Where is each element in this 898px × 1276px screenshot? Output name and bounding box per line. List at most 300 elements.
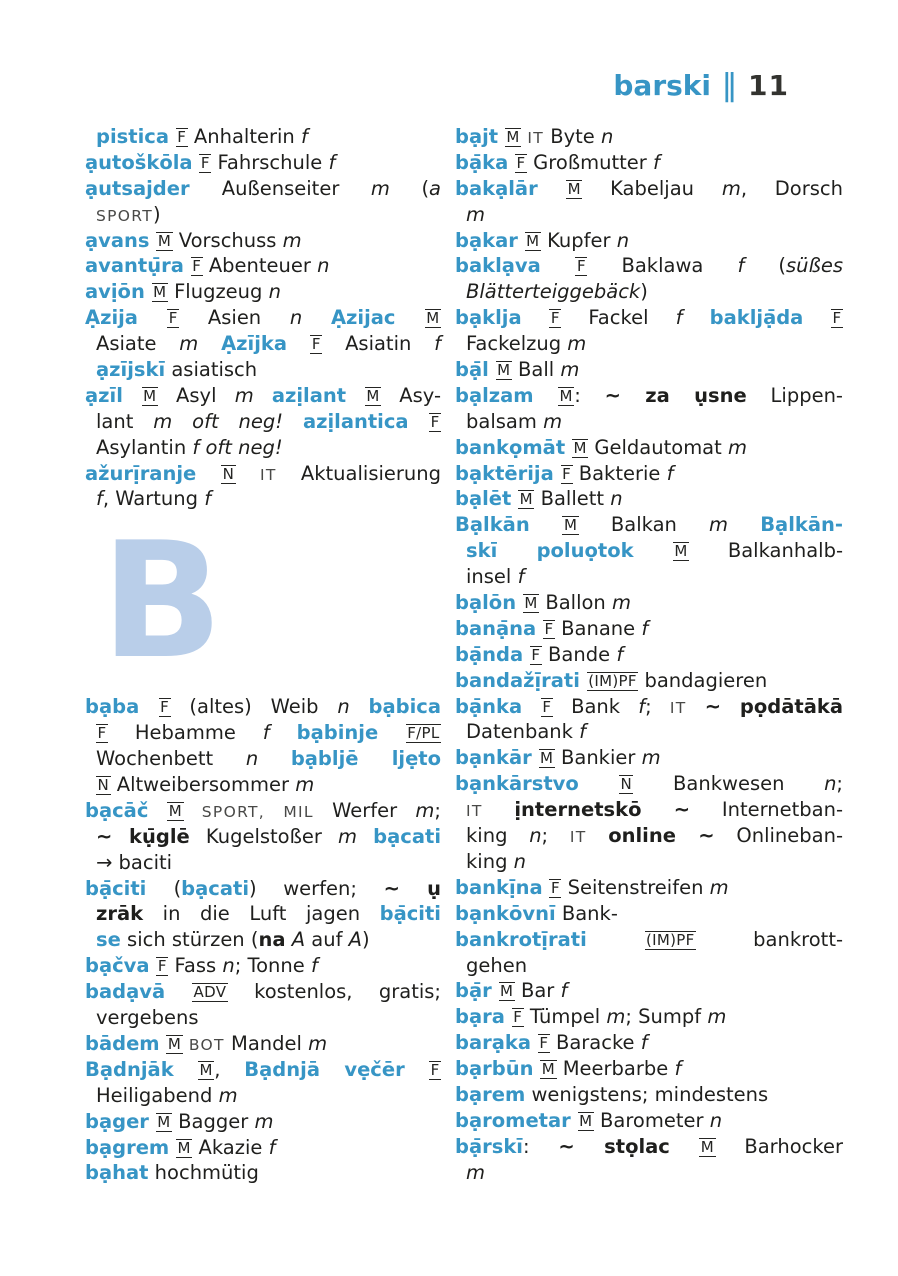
subject-label: SPORT (96, 206, 153, 225)
entry-line (455, 953, 843, 979)
italic-text: f (737, 254, 745, 278)
entry-line (85, 305, 441, 331)
headword: bạ̄ka (455, 150, 516, 174)
text (682, 306, 709, 329)
text: ( (744, 254, 787, 278)
text: , Wartung (102, 487, 205, 511)
italic-text: m (218, 1083, 238, 1107)
entry-line (85, 850, 441, 876)
headword: bankị̄na (455, 875, 550, 899)
text: Asylantin (96, 435, 193, 459)
text: balsam (466, 409, 544, 433)
grammar-marker: M (143, 386, 157, 405)
italic-text: n (709, 1108, 723, 1132)
headword: avantụ̄ra (85, 254, 191, 278)
italic-text: A (291, 928, 306, 952)
italic-text: m (466, 1160, 485, 1184)
headword: bạba (85, 695, 159, 719)
entry-line (85, 798, 441, 824)
entry-line (455, 1160, 843, 1186)
headword: Bạlkān (455, 513, 563, 537)
text: Asien (179, 306, 290, 330)
bold-text: ~ kụ̄glē (96, 824, 190, 848)
grammar-marker: M (524, 594, 538, 613)
text: ; (434, 798, 441, 822)
headword: Bạdnjā vẹčēr (244, 1057, 430, 1081)
text (483, 798, 515, 821)
grammar-marker: M (559, 386, 573, 405)
headword: bạ̄citi (379, 902, 441, 926)
italic-text: m (709, 513, 729, 537)
text: Lippen- (746, 383, 843, 407)
grammar-marker: M (526, 231, 540, 250)
text: Fass (168, 954, 223, 978)
entry-line (455, 409, 843, 435)
grammar-marker: M (157, 231, 172, 250)
italic-text: m (721, 176, 741, 200)
right-column (455, 124, 843, 1186)
headword: baklạva (455, 254, 576, 278)
page-number: 11 (748, 69, 789, 102)
entry-line (455, 1134, 843, 1160)
text: Akazie (192, 1135, 269, 1159)
entry-line (455, 331, 843, 357)
grammar-marker: M (674, 542, 688, 561)
entry-line (85, 876, 441, 902)
subject-label: BOT (188, 1035, 225, 1054)
grammar-marker: F (531, 645, 541, 664)
text: Werfer (313, 798, 416, 822)
entry-line (85, 176, 441, 202)
text (283, 410, 303, 433)
text: Asyl (157, 383, 235, 407)
grammar-marker: N (620, 775, 632, 794)
headword: bạ̄nka (455, 694, 541, 718)
entry-line (85, 202, 441, 228)
headword: ạzījskī (96, 358, 166, 382)
text: , Dorsch (740, 176, 843, 200)
text: ; (645, 694, 670, 718)
grammar-marker: F (192, 257, 202, 276)
grammar-marker: F (311, 335, 321, 354)
entry-line (85, 150, 441, 176)
italic-text: f (204, 487, 212, 511)
text: bankrott- (696, 927, 844, 951)
headword: bankọmāt (455, 435, 572, 459)
italic-text: m (415, 798, 435, 822)
subject-label: IT (669, 698, 687, 717)
subject-label: IT (466, 802, 483, 821)
text: Bankwesen (633, 772, 825, 796)
headword: azịlant (271, 383, 365, 407)
text: ; Tonne (234, 954, 311, 978)
italic-text: süßes (786, 254, 843, 278)
text: kostenlos, gratis; (227, 980, 441, 1004)
text (728, 513, 760, 536)
text: Bank (552, 694, 639, 718)
headword: bạcati (181, 876, 250, 900)
text: (altes) Weib (170, 695, 338, 719)
entry-line (455, 978, 843, 1004)
italic-text: m (611, 591, 631, 615)
entry-line (455, 150, 843, 176)
text: Wochenbett (96, 747, 246, 771)
italic-text: f (262, 721, 270, 745)
bold-text: na (258, 928, 286, 952)
headword: banạ̄na (455, 616, 543, 640)
grammar-marker: M (506, 128, 520, 146)
text: Balkanhalb- (689, 539, 844, 563)
grammar-marker: F (200, 153, 210, 172)
italic-text: f (652, 150, 660, 174)
italic-text: n (222, 954, 235, 978)
entry-line (85, 383, 441, 409)
grammar-marker: M (541, 1060, 555, 1079)
entry-line (455, 694, 843, 720)
headword: bạ̄rskī (455, 1134, 523, 1158)
text: ; Sumpf (625, 1005, 708, 1029)
text: Mandel (224, 1031, 309, 1055)
italic-text: f (517, 565, 525, 589)
italic-text: m (641, 746, 661, 770)
text: wenigstens; mindestens (525, 1082, 769, 1106)
grammar-marker: M (366, 386, 380, 405)
headword: se (96, 928, 121, 952)
text: Fackelzug (466, 332, 568, 356)
grammar-marker: (IM)PF (588, 671, 637, 690)
grammar-marker: F (430, 412, 440, 431)
entry-line (85, 979, 441, 1005)
entry-line (85, 435, 441, 461)
headword: bạrem (455, 1082, 526, 1106)
text: Asy- (381, 383, 442, 407)
headword: ạutoškōla (85, 150, 200, 174)
headword: bạger (85, 1109, 156, 1133)
entry-line (455, 875, 843, 901)
entry-line (455, 383, 843, 409)
headword: skī poluọtok (466, 539, 673, 563)
headword: bạbica (368, 695, 441, 719)
italic-text: m oft neg! (153, 409, 284, 433)
entry-line (85, 746, 441, 772)
text: ( (173, 876, 182, 900)
text: lant (96, 409, 154, 433)
subject-label: IT (259, 465, 277, 484)
headword: bādem (85, 1031, 167, 1055)
entry-line (455, 486, 843, 512)
italic-text: f (616, 642, 624, 666)
grammar-marker: M (167, 1034, 182, 1053)
text: Aktualisierung (276, 461, 441, 485)
entry-line (455, 124, 843, 150)
entry-line (85, 1109, 441, 1135)
italic-text: f (96, 487, 103, 511)
bold-text: ịnternetskō ~ (514, 798, 691, 822)
text: ; (836, 772, 843, 796)
entry-line (455, 849, 843, 875)
italic-text: f (638, 694, 646, 718)
text: Ballon (539, 591, 612, 615)
italic-text: n (289, 306, 303, 330)
headword: bạnkōvnī (455, 901, 556, 925)
text (302, 306, 331, 329)
entry-line (455, 823, 843, 849)
entry-line (85, 461, 441, 487)
entry-line (455, 176, 843, 202)
grammar-marker: F (539, 1034, 549, 1053)
headword: Ạzija (85, 306, 168, 330)
bold-text: ~ za ụsne (604, 383, 747, 407)
entry-line (455, 616, 843, 642)
text: ) werfen; (249, 876, 384, 900)
italic-text: m (727, 435, 747, 459)
grammar-marker: M (177, 1138, 191, 1157)
italic-text: n (513, 849, 527, 873)
bold-text: ~ stọlac (558, 1134, 700, 1158)
entry-line (455, 901, 843, 927)
headword: bạktērija (455, 461, 561, 485)
entry-line (85, 953, 441, 979)
double-bar-separator-icon: ‖ (721, 68, 738, 103)
text: Bar (514, 979, 561, 1003)
headword: avịōn (85, 280, 152, 304)
italic-text: m (282, 228, 302, 252)
grammar-marker: F (832, 309, 842, 328)
grammar-marker: F (542, 697, 552, 716)
entry-line (85, 1057, 441, 1083)
grammar-marker: M (579, 1111, 593, 1130)
text: Asiate (96, 332, 180, 356)
headword: bạlzam (455, 383, 558, 407)
grammar-marker: M (519, 490, 533, 509)
text: Kabeljau (582, 176, 722, 200)
italic-text: m (709, 875, 729, 899)
headword: bạcati (373, 824, 441, 848)
italic-text: f (579, 720, 587, 744)
italic-text: f (640, 1031, 648, 1055)
text: Byte (544, 125, 601, 148)
bold-text: ~ pọdātākā (704, 694, 843, 718)
headword: azịlantica (302, 409, 430, 433)
italic-text: f (666, 461, 674, 485)
text: Kupfer (540, 228, 617, 252)
grammar-marker: F (516, 153, 526, 172)
grammar-marker: F (177, 128, 187, 146)
text: ; (541, 824, 570, 848)
text: hochmütig (148, 1161, 259, 1185)
grammar-marker: M (157, 1112, 171, 1131)
entry-line (455, 305, 843, 331)
entry-line (85, 1031, 441, 1057)
grammar-marker: F (544, 619, 554, 638)
text (270, 721, 297, 744)
entry-line (85, 901, 441, 927)
grammar-marker: F (576, 257, 586, 276)
entry-line (455, 1030, 843, 1056)
text: Heiligabend (96, 1083, 219, 1107)
headword: bạkar (455, 228, 525, 252)
headword: bạnkārstvo (455, 772, 619, 796)
text: king (466, 824, 530, 848)
entry-line (455, 771, 843, 797)
entry-line (455, 357, 843, 383)
headword: bạrbūn (455, 1057, 541, 1081)
italic-text: f oft neg! (192, 435, 283, 459)
italic-text: m (179, 332, 199, 356)
text: Asiatin (322, 332, 435, 356)
grammar-marker: M (567, 179, 581, 198)
headword: bạlōn (455, 591, 523, 615)
headword: barạka (455, 1031, 538, 1055)
italic-text: m (560, 358, 580, 382)
grammar-marker: F (550, 309, 560, 328)
entry-line (455, 564, 843, 590)
headword: pistica (96, 125, 176, 148)
text: Vorschuss (172, 228, 283, 252)
headword: bakljạ̄da (709, 306, 832, 330)
text (254, 384, 272, 407)
entry-line (85, 279, 441, 305)
italic-text: f (268, 1135, 276, 1159)
entry-line (455, 253, 843, 279)
entry-line (455, 1056, 843, 1082)
italic-text: m (707, 1005, 727, 1029)
italic-text: a (429, 176, 441, 200)
text: Großmutter (526, 150, 653, 174)
headword: ạvans (85, 228, 157, 252)
italic-text: m (466, 202, 485, 226)
text: → baciti (96, 850, 173, 874)
grammar-marker: N (97, 776, 110, 795)
headword: bạlēt (455, 487, 519, 511)
grammar-marker: M (540, 749, 554, 768)
italic-text: f (300, 125, 308, 148)
italic-text: m (543, 409, 563, 433)
entry-line (85, 253, 441, 279)
text: ) (640, 280, 648, 304)
entry-line (455, 668, 843, 694)
text: Meerbarbe (556, 1057, 675, 1081)
italic-text: n (268, 280, 281, 304)
italic-text: n (610, 487, 623, 511)
grammar-marker: F/PL (407, 724, 440, 743)
text: ( (389, 176, 430, 200)
text (357, 825, 373, 848)
text: bandagieren (638, 668, 768, 692)
section-letter-B: B (101, 507, 223, 695)
text: Bankier (554, 746, 642, 770)
grammar-marker: F (513, 1008, 523, 1027)
guide-word: barski (613, 69, 712, 102)
grammar-marker: F (97, 724, 107, 743)
text: Internetban- (690, 798, 844, 822)
entry-line (455, 202, 843, 228)
text: Barometer (593, 1108, 710, 1132)
entry-line (455, 590, 843, 616)
entry-line (455, 642, 843, 668)
headword: ạzīl (85, 383, 142, 407)
entry-line (85, 694, 441, 720)
headword: bạ̄l (455, 358, 496, 382)
italic-text: m (338, 824, 358, 848)
subject-label: SPORT, MIL (201, 802, 314, 821)
headword: bạčva (85, 954, 157, 978)
italic-text: m (308, 1031, 328, 1055)
italic-text: n (824, 772, 837, 796)
headword: bạcāč (85, 798, 168, 822)
grammar-marker: F (160, 698, 170, 717)
text: gehen (466, 953, 528, 977)
grammar-marker: M (153, 283, 167, 302)
italic-text: f (434, 332, 441, 356)
italic-text: n (600, 125, 614, 148)
headword: bạjt (455, 125, 505, 148)
italic-text: f (328, 150, 336, 174)
italic-text: f (310, 954, 318, 978)
text (236, 462, 260, 485)
text: Banane (554, 616, 642, 640)
text: king (466, 849, 514, 873)
text: Datenbank (466, 720, 580, 744)
text: auf (305, 928, 349, 952)
grammar-marker: F (168, 309, 178, 328)
headword: bakạlār (455, 176, 567, 200)
grammar-marker: M (500, 982, 514, 1001)
entry-line (455, 797, 843, 823)
italic-text: m (234, 383, 254, 407)
text: Bakterie (572, 461, 667, 485)
entry-line (455, 228, 843, 254)
text: Altweibersommer (110, 773, 296, 797)
text: Seitenstreifen (561, 875, 710, 899)
text: sich stürzen ( (120, 928, 259, 952)
text: Ballett (534, 487, 611, 511)
headword: ažurị̄ranje (85, 461, 222, 485)
text: , (214, 1057, 245, 1081)
headword: bạbinje (296, 721, 406, 745)
italic-text: n (337, 695, 350, 719)
italic-text: f (560, 979, 568, 1003)
headword: Ạzījka (221, 332, 311, 356)
grammar-marker: M (199, 1060, 213, 1079)
text (586, 824, 608, 847)
entry-line (455, 435, 843, 461)
entry-line (85, 228, 441, 254)
grammar-marker: M (573, 438, 587, 457)
grammar-marker: M (700, 1137, 715, 1156)
entry-line (85, 927, 441, 953)
entry-line (85, 357, 441, 383)
headword: bạ̄citi (85, 876, 174, 900)
text: Hebamme (107, 721, 263, 745)
headword: Ạzijac (330, 306, 425, 330)
text: Abenteuer (202, 254, 318, 278)
text: Fahrschule (211, 150, 329, 174)
entry-line (85, 1160, 441, 1186)
italic-text: n (317, 254, 330, 278)
subject-label: IT (569, 828, 587, 847)
italic-text: f (641, 616, 649, 640)
grammar-marker: M (563, 516, 578, 535)
text: vergebens (96, 1006, 199, 1030)
text (198, 332, 221, 355)
text: ) (153, 202, 161, 226)
text: Bagger (171, 1109, 255, 1133)
grammar-marker: F (157, 957, 167, 976)
text: Außenseiter (221, 176, 371, 200)
headword: bạbljē ljẹto (290, 747, 442, 771)
headword: bạ̄r (455, 979, 499, 1003)
